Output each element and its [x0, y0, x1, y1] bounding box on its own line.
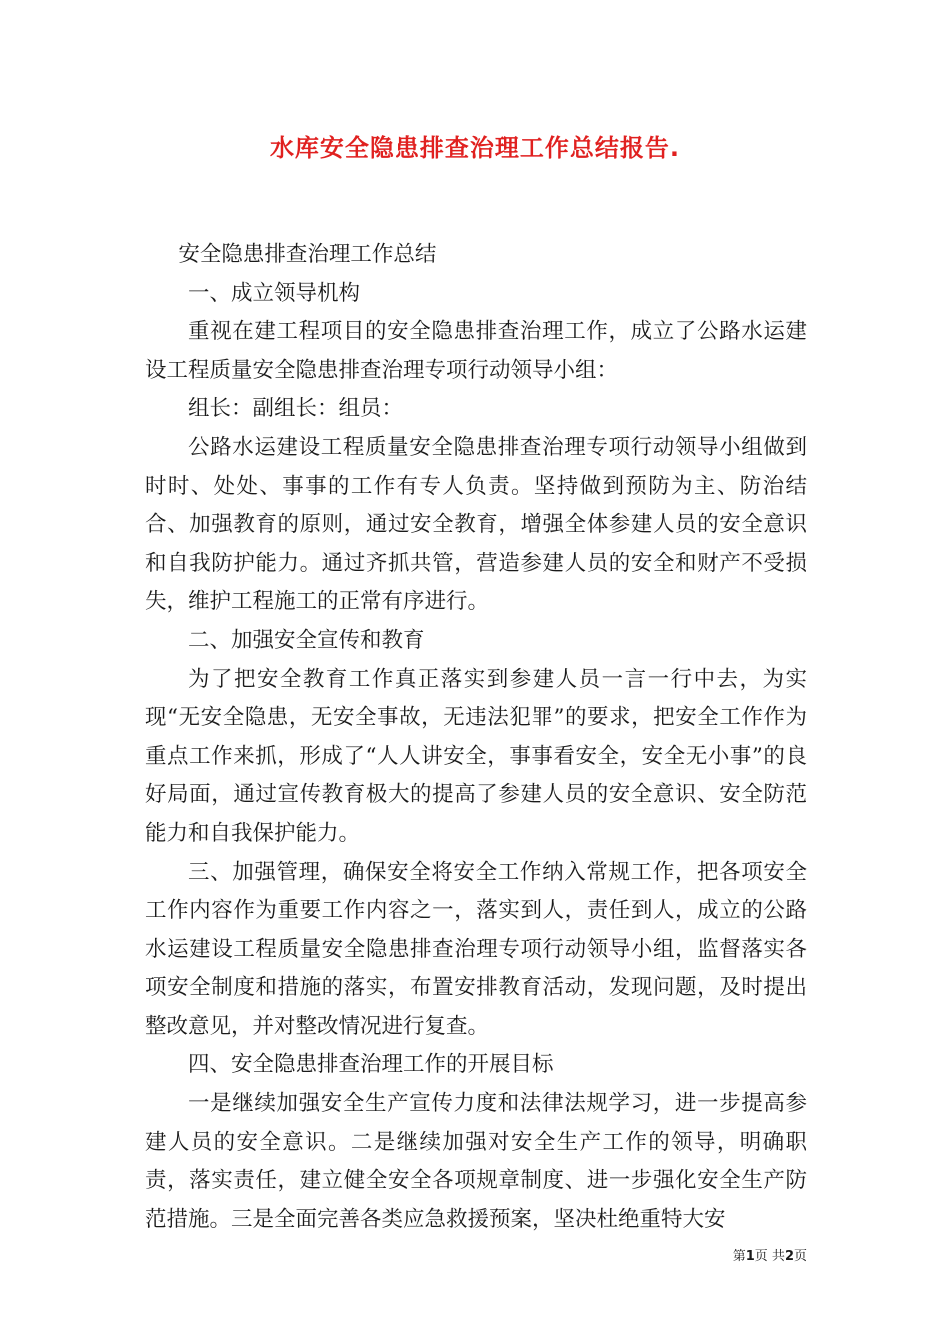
- paragraph-section-3: 三、加强管理，确保安全将安全工作纳入常规工作，把各项安全工作内容作为重要工作内容之一，落实到人，责任到人，成立的公路水运建设工程质量安全隐患排查治理专项行动领导小组，监督落实各项安全制度和措施的落实，布置安排教育活动，发现问题，及时提出整改意见，并对整改情况进行复查。: [145, 859, 807, 1039]
- document-title: 水库安全隐患排查治理工作总结报告.: [269, 134, 681, 162]
- footer-total-pages: 2: [784, 1249, 794, 1264]
- paragraph-subtitle: 安全隐患排查治理工作总结: [178, 242, 437, 267]
- footer-page-number: 1: [745, 1249, 755, 1264]
- paragraph-section-4-heading: 四、安全隐患排查治理工作的开展目标: [188, 1052, 554, 1078]
- paragraph-members: 组长：副组长：组员：: [188, 396, 404, 422]
- paragraph: 公路水运建设工程质量安全隐患排查治理专项行动领导小组做到时时、处处、事事的工作有专人负责。坚持做到预防为主、防治结合、加强教育的原则，通过安全教育，增强全体参建人员的安全意识和自我防护能力。通过齐抓共管，营造参建人员的安全和财产不受损失，维护工程施工的正常有序进行。: [145, 434, 807, 615]
- footer-suffix: 页: [793, 1249, 807, 1264]
- document-body: [145, 236, 807, 1239]
- footer-middle: 页 共: [754, 1249, 785, 1264]
- paragraph: 重视在建工程项目的安全隐患排查治理工作，成立了公路水运建设工程质量安全隐患排查治理专项行动领导小组：: [145, 319, 807, 383]
- page-footer: [733, 1245, 807, 1264]
- paragraph: 为了把安全教育工作真正落实到参建人员一言一行中去，为实现“无安全隐患，无安全事故，无违法犯罪”的要求，把安全工作作为重点工作来抓，形成了“人人讲安全，事事看安全，安全无小事”的良好局面，通过宣传教育极大的提高了参建人员的安全意识、安全防范能力和自我保护能力。: [145, 666, 807, 846]
- footer-prefix: 第: [732, 1249, 746, 1264]
- paragraph-section-1-heading: 一、成立领导机构: [188, 280, 361, 306]
- paragraph-section-2-heading: 二、加强安全宣传和教育: [188, 627, 425, 653]
- paragraph: 一是继续加强安全生产宣传力度和法律法规学习，进一步提高参建人员的安全意识。二是继续加强对安全生产工作的领导，明确职责，落实责任，建立健全安全各项规章制度、进一步强化安全生产防范措施。三是全面完善各类应急救援预案，坚决杜绝重特大安: [145, 1091, 807, 1232]
